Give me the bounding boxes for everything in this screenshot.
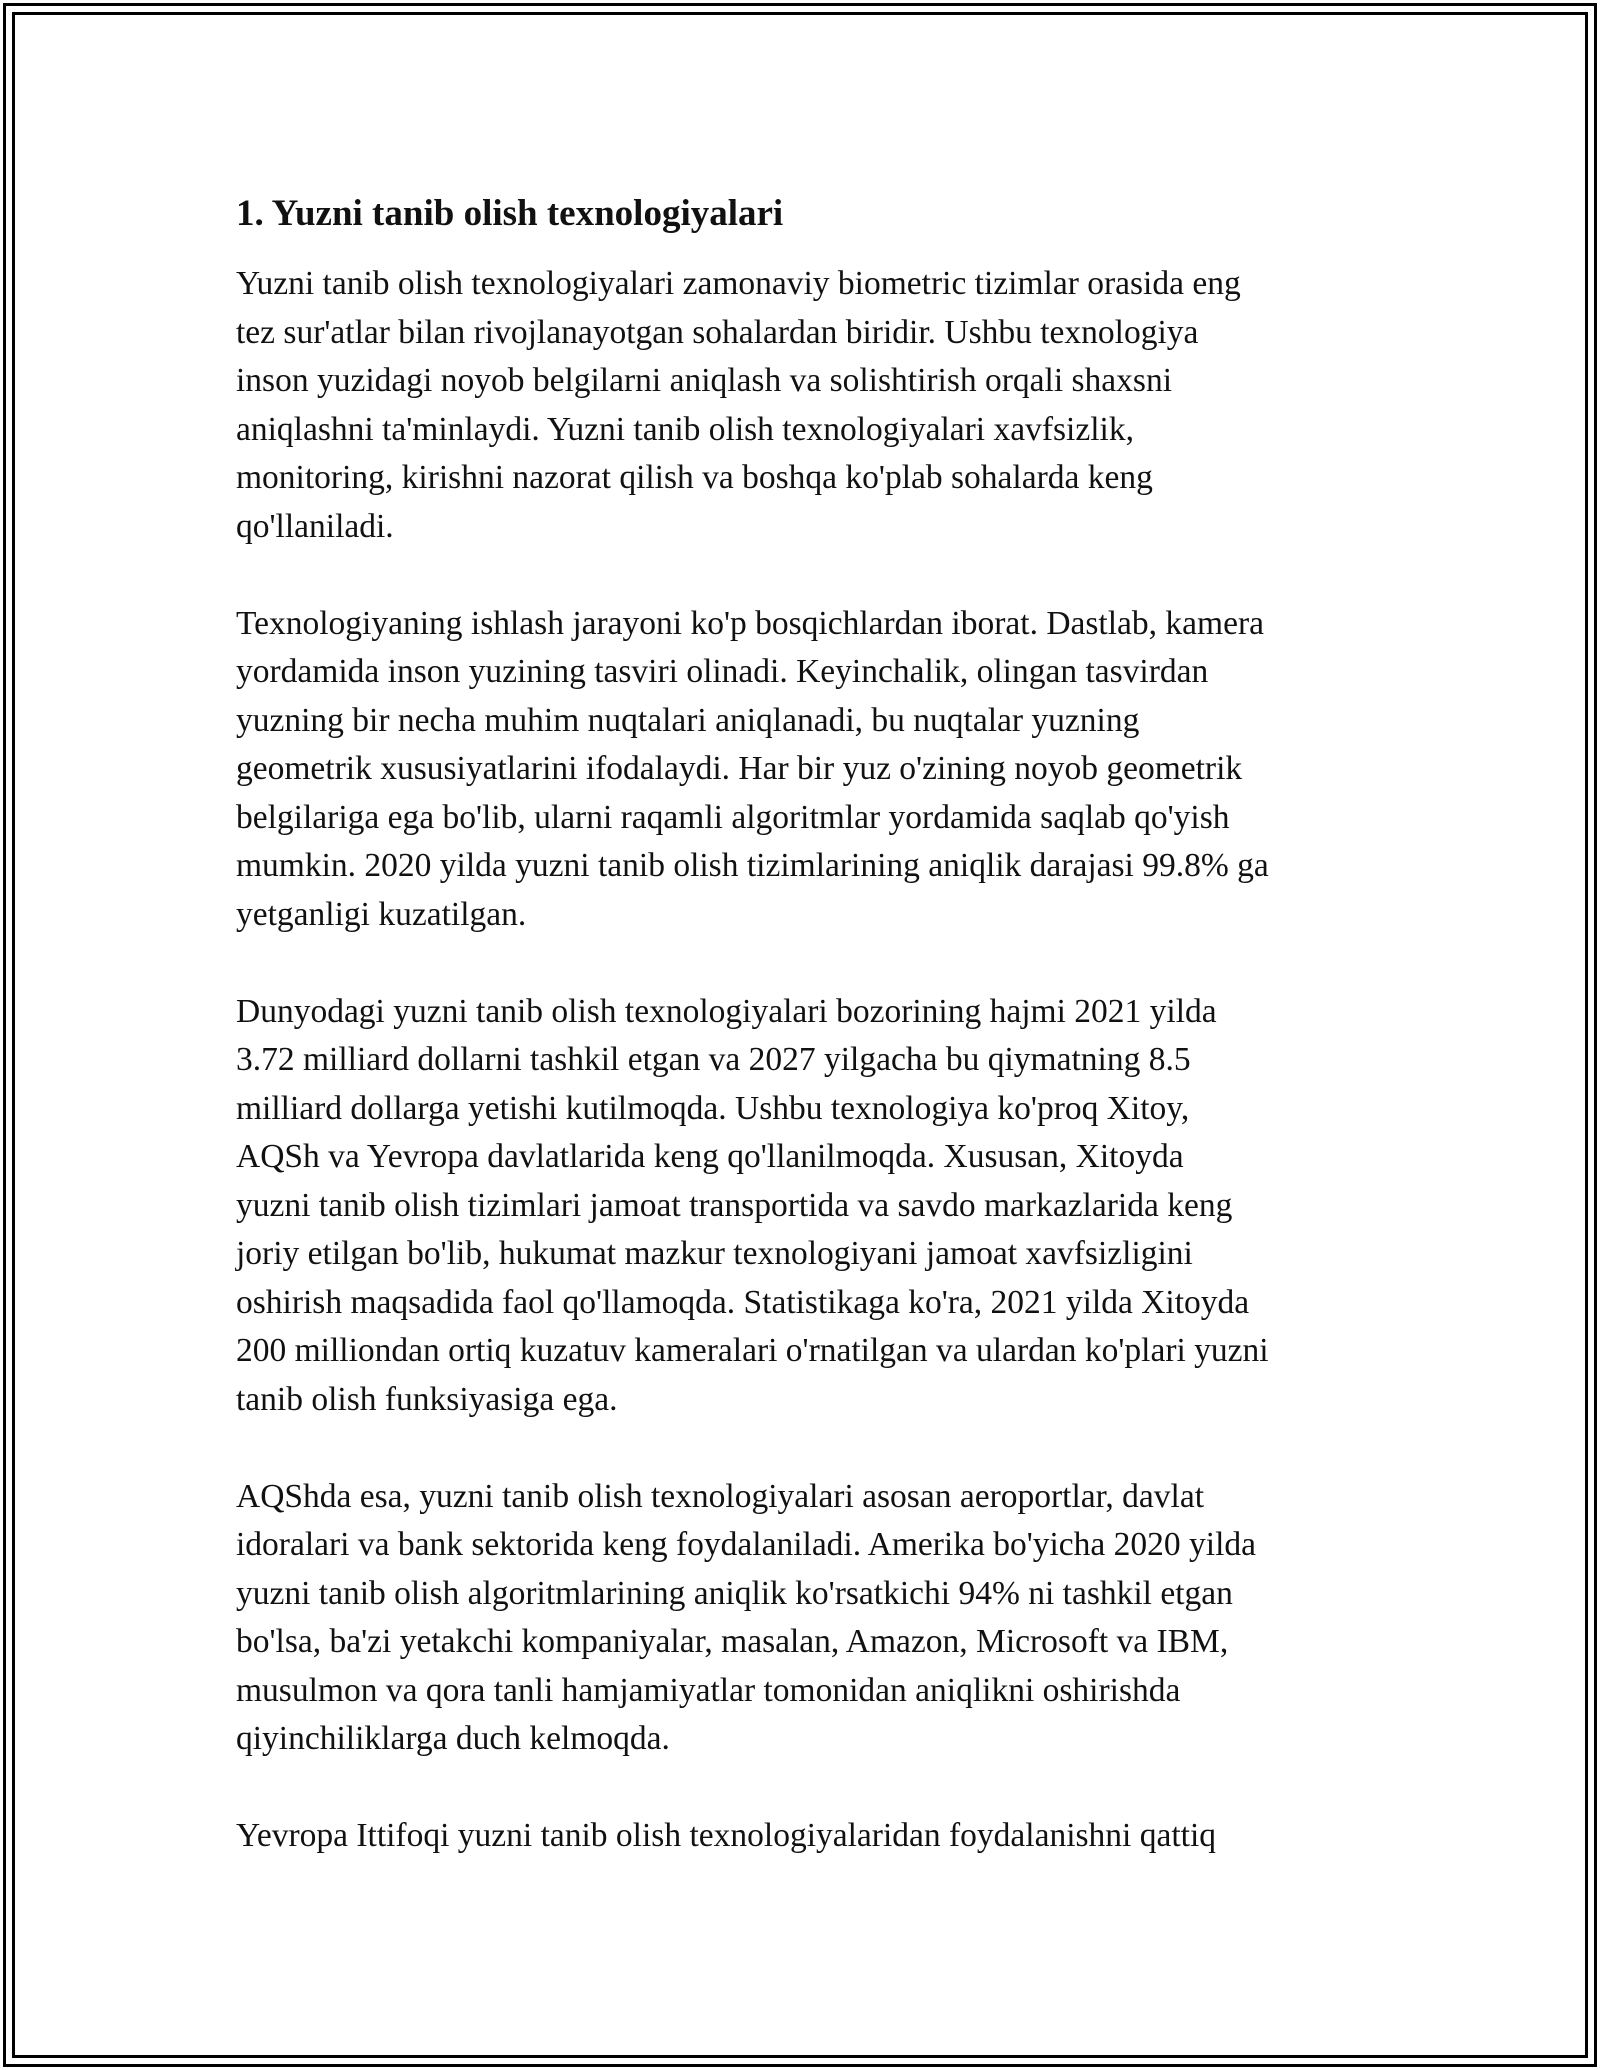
paragraph-line: oshirish maqsadida faol qo'llamoqda. Statistikaga ko'ra, 2021 yilda Xitoyda (236, 1283, 1250, 1321)
paragraph-line: qo'llaniladi. (236, 507, 394, 545)
paragraph-line: joriy etilgan bo'lib, hukumat mazkur texnologiyani jamoat xavfsizligini (236, 1235, 1193, 1272)
paragraph (236, 600, 1376, 940)
paragraph-line: bo'lsa, ba'zi yetakchi kompaniyalar, masalan, Amazon, Microsoft va IBM, (236, 1623, 1229, 1660)
section-heading: 1. Yuzni tanib olish texnologiyalari (236, 193, 784, 234)
paragraph-line: belgilariga ega bo'lib, ularni raqamli algoritmlar yordamida saqlab qo'yish (236, 798, 1230, 836)
paragraph-line: AQShda esa, yuzni tanib olish texnologiyalari asosan aeroportlar, davlat (236, 1477, 1205, 1515)
paragraph-line: geometrik xususiyatlarini ifodalaydi. Har bir yuz o'zining noyob geometrik (236, 750, 1243, 787)
paragraph (236, 1812, 1376, 1861)
paragraph-line: musulmon va qora tanli hamjamiyatlar tomonidan aniqlikni oshirishda (236, 1671, 1181, 1709)
paragraph-line: yuzni tanib olish algoritmlarining aniqlik ko'rsatkichi 94% ni tashkil etgan (236, 1574, 1233, 1612)
paragraph-line: aniqlashni ta'minlaydi. Yuzni tanib olish texnologiyalari xavfsizlik, (236, 410, 1134, 448)
paragraph-line: tanib olish funksiyasiga ega. (236, 1380, 618, 1418)
paragraph (236, 260, 1376, 551)
paragraph-line: 3.72 milliard dollarni tashkil etgan va 2027 yilgacha bu qiymatning 8.5 (236, 1041, 1191, 1078)
paragraph-line: Dunyodagi yuzni tanib olish texnologiyalari bozorining hajmi 2021 yilda (236, 992, 1217, 1030)
paragraph-line: yuzni tanib olish tizimlari jamoat transportida va savdo markazlarida keng (236, 1186, 1233, 1224)
paragraph (236, 1473, 1376, 1764)
paragraph-line: AQSh va Yevropa davlatlarida keng qo'llanilmoqda. Xususan, Xitoyda (236, 1138, 1184, 1175)
paragraph-line: qiyinchiliklarga duch kelmoqda. (236, 1720, 670, 1757)
paragraph-line: inson yuzidagi noyob belgilarni aniqlash va solishtirish orqali shaxsni (236, 362, 1173, 399)
paragraph-line: mumkin. 2020 yilda yuzni tanib olish tizimlarining aniqlik darajasi 99.8% ga (236, 847, 1269, 884)
paragraph-line: Yevropa Ittifoqi yuzni tanib olish texnologiyalaridan foydalanishni qattiq (236, 1817, 1217, 1854)
paragraph-list (236, 260, 1376, 1861)
paragraph-line: yuzning bir necha muhim nuqtalari aniqlanadi, bu nuqtalar yuzning (236, 701, 1140, 739)
paragraph-line: yordamida inson yuzining tasviri olinadi. Keyinchalik, olingan tasvirdan (236, 653, 1209, 690)
paragraph-line: yetganligi kuzatilgan. (236, 895, 527, 933)
paragraph-line: milliard dollarga yetishi kutilmoqda. Ushbu texnologiya ko'proq Xitoy, (236, 1089, 1190, 1127)
paragraph-line: idoralari va bank sektorida keng foydalaniladi. Amerika bo'yicha 2020 yilda (236, 1526, 1257, 1563)
paragraph-line: 200 milliondan ortiq kuzatuv kameralari o'rnatilgan va ulardan ko'plari yuzni (236, 1332, 1269, 1369)
document-body (236, 188, 1376, 1909)
paragraph-line: tez sur'atlar bilan rivojlanayotgan sohalardan biridir. Ushbu texnologiya (236, 313, 1199, 351)
paragraph-line: Texnologiyaning ishlash jarayoni ko'p bosqichlardan iborat. Dastlab, kamera (236, 604, 1264, 642)
paragraph (236, 988, 1376, 1425)
paragraph-line: monitoring, kirishni nazorat qilish va boshqa ko'plab sohalarda keng (236, 459, 1153, 496)
paragraph-line: Yuzni tanib olish texnologiyalari zamonaviy biometric tizimlar orasida eng (236, 265, 1241, 302)
